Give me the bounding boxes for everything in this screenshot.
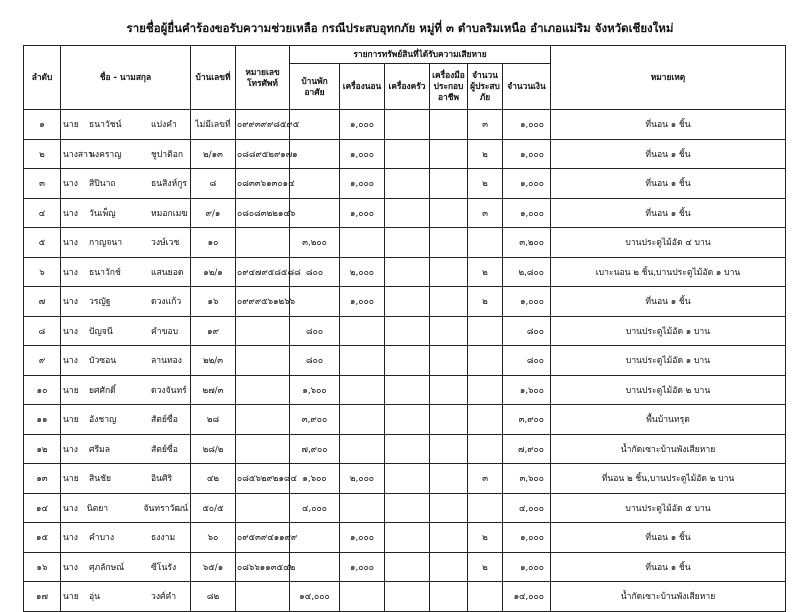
house-number: ไม่มีเลขที่ xyxy=(191,110,236,140)
header-amount: จำนวนเงิน xyxy=(503,64,551,110)
tools-damage xyxy=(430,257,468,287)
kitchen-damage xyxy=(385,228,430,258)
first-name: สิปินาถ xyxy=(89,179,116,190)
first-name: ปัญจนี xyxy=(89,326,113,337)
remark: ที่นอน ๒ ชิ้น,บานประตูไม้อัด ๒ บาน xyxy=(551,464,786,494)
name-prefix: นาง xyxy=(63,208,78,219)
phone-number: ๐๙๙๓๙๙๘๕๙๕ xyxy=(236,110,290,140)
kitchen-damage xyxy=(385,287,430,317)
header-no: ลำดับ xyxy=(24,46,61,110)
first-name: อังชาญ xyxy=(89,415,117,426)
victim-count: ๒ xyxy=(468,257,503,287)
house-damage xyxy=(290,552,340,582)
kitchen-damage xyxy=(385,523,430,553)
first-name: ศรีมล xyxy=(89,444,111,455)
table-row xyxy=(24,493,786,523)
remark: น้ำกัดเซาะบ้านพังเสียหาย xyxy=(551,582,786,612)
amount: ๗,๙๐๐ xyxy=(503,434,551,464)
name-prefix: นาง xyxy=(63,326,78,337)
amount: ๑,๖๐๐ xyxy=(503,375,551,405)
victim-count: ๒ xyxy=(468,139,503,169)
row-number: ๓ xyxy=(24,169,61,199)
amount: ๑,๐๐๐ xyxy=(503,523,551,553)
house-damage: ๓,๒๐๐ xyxy=(290,228,340,258)
applicant-name xyxy=(61,346,191,376)
row-number: ๖ xyxy=(24,257,61,287)
table-row xyxy=(24,287,786,317)
header-tools: เครื่องมือประกอบอาชีพ xyxy=(430,64,468,110)
table-row xyxy=(24,552,786,582)
last-name: แสนยอด xyxy=(151,267,184,278)
row-number: ๑๒ xyxy=(24,434,61,464)
remark: ที่นอน ๑ ชิ้น xyxy=(551,110,786,140)
remark: พื้นบ้านทรุด xyxy=(551,405,786,435)
kitchen-damage xyxy=(385,198,430,228)
house-number: ๑๖ xyxy=(191,287,236,317)
house-number: ๒๗/๓ xyxy=(191,375,236,405)
tools-damage xyxy=(430,110,468,140)
remark: ที่นอน ๑ ชิ้น xyxy=(551,287,786,317)
kitchen-damage xyxy=(385,405,430,435)
first-name: นิตยา xyxy=(86,503,109,514)
victim-count xyxy=(468,316,503,346)
first-name: กาญจนา xyxy=(89,238,123,249)
bedding-damage: ๒,๐๐๐ xyxy=(340,464,385,494)
tools-damage xyxy=(430,228,468,258)
bedding-damage: ๑,๐๐๐ xyxy=(340,110,385,140)
bedding-damage xyxy=(340,228,385,258)
victim-count: ๓ xyxy=(468,198,503,228)
last-name: ชูปาติอก xyxy=(151,149,184,160)
kitchen-damage xyxy=(385,434,430,464)
kitchen-damage xyxy=(385,139,430,169)
tools-damage xyxy=(430,464,468,494)
bedding-damage xyxy=(340,434,385,464)
table-row xyxy=(24,316,786,346)
name-prefix: นาย xyxy=(63,120,79,131)
row-number: ๑๓ xyxy=(24,464,61,494)
house-number: ๒/๑๓ xyxy=(191,139,236,169)
remark: บานประตูไม้อัด ๔ บาน xyxy=(551,228,786,258)
row-number: ๒ xyxy=(24,139,61,169)
kitchen-damage xyxy=(385,552,430,582)
house-number: ๔๒ xyxy=(191,464,236,494)
phone-number: ๐๙๙๙๕๖๑๒๖๖ xyxy=(236,287,290,317)
tools-damage xyxy=(430,139,468,169)
house-damage: ๓,๙๐๐ xyxy=(290,405,340,435)
header-victims: จำนวนผู้ประสบภัย xyxy=(468,64,503,110)
house-number: ๖๕/๑ xyxy=(191,552,236,582)
kitchen-damage xyxy=(385,169,430,199)
name-prefix: นาง xyxy=(63,562,78,573)
bedding-damage xyxy=(340,493,385,523)
phone-number xyxy=(236,434,290,464)
applicant-name xyxy=(61,228,191,258)
kitchen-damage xyxy=(385,346,430,376)
name-prefix: นาง xyxy=(63,503,78,514)
row-number: ๕ xyxy=(24,228,61,258)
kitchen-damage xyxy=(385,257,430,287)
house-number: ๘๒ xyxy=(191,582,236,612)
tools-damage xyxy=(430,523,468,553)
row-number: ๙ xyxy=(24,346,61,376)
name-prefix: นาง xyxy=(63,533,78,544)
name-prefix: นาง xyxy=(63,444,78,455)
table-row xyxy=(24,110,786,140)
row-number: ๑๐ xyxy=(24,375,61,405)
name-prefix: นาง xyxy=(63,297,78,308)
last-name: ดวงแก้ว xyxy=(151,297,182,308)
name-prefix: นาง xyxy=(63,356,78,367)
applicant-name xyxy=(61,582,191,612)
tools-damage xyxy=(430,582,468,612)
last-name: จันทราวัฒน์ xyxy=(143,503,188,514)
house-number: ๒๘/๒ xyxy=(191,434,236,464)
applicant-name xyxy=(61,434,191,464)
victim-count: ๒ xyxy=(468,169,503,199)
house-damage: ๑๔,๐๐๐ xyxy=(290,582,340,612)
last-name: คำขอบ xyxy=(151,326,179,337)
remark: บานประตูไม้อัด ๕ บาน xyxy=(551,493,786,523)
victim-count xyxy=(468,582,503,612)
table-row xyxy=(24,198,786,228)
amount: ๓,๙๐๐ xyxy=(503,405,551,435)
amount: ๑,๐๐๐ xyxy=(503,139,551,169)
house-damage: ๘๐๐ xyxy=(290,316,340,346)
table-row xyxy=(24,228,786,258)
remark: น้ำกัดเซาะบ้านพังเสียหาย xyxy=(551,434,786,464)
victim-count xyxy=(468,434,503,464)
applicant-name xyxy=(61,139,191,169)
bedding-damage xyxy=(340,582,385,612)
remark: บานประตูไม้อัด ๑ บาน xyxy=(551,346,786,376)
row-number: ๑๑ xyxy=(24,405,61,435)
house-number: ๕๐/๕ xyxy=(191,493,236,523)
house-damage: ๔,๐๐๐ xyxy=(290,493,340,523)
tools-damage xyxy=(430,493,468,523)
tools-damage xyxy=(430,405,468,435)
amount: ๑,๐๐๐ xyxy=(503,198,551,228)
tools-damage xyxy=(430,287,468,317)
name-prefix: นาง xyxy=(63,238,78,249)
header-remark: หมายเหตุ xyxy=(551,46,786,110)
phone-number: ๐๙๕๓๙๔๑๑๙๙ xyxy=(236,523,290,553)
kitchen-damage xyxy=(385,316,430,346)
applicant-name xyxy=(61,523,191,553)
bedding-damage xyxy=(340,316,385,346)
row-number: ๘ xyxy=(24,316,61,346)
bedding-damage: ๑,๐๐๐ xyxy=(340,523,385,553)
phone-number xyxy=(236,346,290,376)
last-name: ลานทอง xyxy=(151,356,182,367)
house-damage: ๑,๖๐๐ xyxy=(290,375,340,405)
first-name: ธนาวักช์ xyxy=(89,267,121,278)
table-row xyxy=(24,375,786,405)
house-number: ๒๒/๓ xyxy=(191,346,236,376)
amount: ๑,๐๐๐ xyxy=(503,552,551,582)
phone-number xyxy=(236,316,290,346)
first-name: สินชัย xyxy=(89,474,111,485)
remark: ที่นอน ๑ ชิ้น xyxy=(551,523,786,553)
victim-count xyxy=(468,228,503,258)
victim-count xyxy=(468,346,503,376)
document-title: รายชื่อผู้ยื่นคำร้องขอรับความช่วยเหลือ กรณีประสบอุทกภัย หมู่ที่ ๓ ตำบลริมเหนือ อำเภอแม่ริม จังหวัดเชียงใหม่ xyxy=(126,21,674,35)
amount: ๘๐๐ xyxy=(503,346,551,376)
first-name: วรญัฐ xyxy=(89,297,111,308)
first-name: อุ่น xyxy=(89,592,101,603)
remark: ที่นอน ๑ ชิ้น xyxy=(551,139,786,169)
applicant-name xyxy=(61,110,191,140)
tools-damage xyxy=(430,169,468,199)
amount: ๑๔,๐๐๐ xyxy=(503,582,551,612)
table-row xyxy=(24,169,786,199)
kitchen-damage xyxy=(385,375,430,405)
amount: ๒,๘๐๐ xyxy=(503,257,551,287)
name-prefix: นาย xyxy=(63,592,79,603)
amount: ๑,๐๐๐ xyxy=(503,287,551,317)
phone-number: ๐๘๓๓๖๑๓๐๑๔ xyxy=(236,169,290,199)
applicant-name xyxy=(61,198,191,228)
first-name: ยศศักดิ์ xyxy=(89,385,116,396)
amount: ๓,๖๐๐ xyxy=(503,464,551,494)
first-name: คำบาง xyxy=(89,533,115,544)
remark: เบาะนอน ๒ ชิ้น,บานประตูไม้อัด ๑ บาน xyxy=(551,257,786,287)
phone-number xyxy=(236,493,290,523)
phone-number xyxy=(236,375,290,405)
name-prefix: นาย xyxy=(63,415,79,426)
applicant-name xyxy=(61,552,191,582)
table-row xyxy=(24,346,786,376)
victim-count xyxy=(468,405,503,435)
house-number: ๑๒/๑ xyxy=(191,257,236,287)
remark: บานประตูไม้อัด ๒ บาน xyxy=(551,375,786,405)
header-kitchen: เครื่องครัว xyxy=(385,64,430,110)
name-prefix: นาง xyxy=(63,267,78,278)
name-prefix: นาย xyxy=(63,385,79,396)
applicant-name xyxy=(61,316,191,346)
house-number: ๒๘ xyxy=(191,405,236,435)
bedding-damage: ๑,๐๐๐ xyxy=(340,139,385,169)
header-damage-group: รายการทรัพย์สินที่ได้รับความเสียหาย xyxy=(290,46,551,64)
applicant-name xyxy=(61,464,191,494)
bedding-damage: ๑,๐๐๐ xyxy=(340,552,385,582)
name-prefix: นาย xyxy=(63,474,79,485)
phone-number: ๐๘๐๘๓๒๒๑๔๖ xyxy=(236,198,290,228)
house-number: ๑๙ xyxy=(191,316,236,346)
applicant-name xyxy=(61,257,191,287)
house-damage: ๗,๙๐๐ xyxy=(290,434,340,464)
house-damage xyxy=(290,169,340,199)
last-name: ดวงจันทร์ xyxy=(151,385,187,396)
amount: ๘๐๐ xyxy=(503,316,551,346)
header-bedding: เครื่องนอน xyxy=(340,64,385,110)
remark: ที่นอน ๑ ชิ้น xyxy=(551,552,786,582)
first-name: วันเพ็ญ xyxy=(89,208,116,219)
remark: ที่นอน ๑ ชิ้น xyxy=(551,198,786,228)
name-prefix: นาง xyxy=(63,179,78,190)
header-phone: หมายเลขโทรศัพท์ xyxy=(236,46,290,110)
last-name: ธงงาม xyxy=(151,533,176,544)
table-row xyxy=(24,523,786,553)
applicant-name xyxy=(61,493,191,523)
remark: บานประตูไม้อัด ๑ บาน xyxy=(551,316,786,346)
phone-number: ๐๘๕๖๒๙๒๑๘๔ xyxy=(236,464,290,494)
kitchen-damage xyxy=(385,493,430,523)
bedding-damage xyxy=(340,375,385,405)
amount: ๑,๐๐๐ xyxy=(503,110,551,140)
victim-count: ๒ xyxy=(468,523,503,553)
house-damage: ๘๐๐ xyxy=(290,257,340,287)
bedding-damage xyxy=(340,346,385,376)
last-name: ซีโนรัง xyxy=(151,562,177,573)
amount: ๑,๐๐๐ xyxy=(503,169,551,199)
phone-number xyxy=(236,582,290,612)
last-name: แปงคำ xyxy=(151,120,177,131)
header-name: ชื่อ - นามสกุล xyxy=(61,46,191,110)
tools-damage xyxy=(430,198,468,228)
bedding-damage: ๑,๐๐๐ xyxy=(340,169,385,199)
first-name: บัวซอน xyxy=(89,356,117,367)
phone-number: ๐๘๘๙๕๒๙๑๗๑ xyxy=(236,139,290,169)
house-number: ๑๐ xyxy=(191,228,236,258)
bedding-damage: ๑,๐๐๐ xyxy=(340,198,385,228)
tools-damage xyxy=(430,552,468,582)
last-name: ธนสิงห์กูร xyxy=(151,179,188,190)
tools-damage xyxy=(430,346,468,376)
table-row xyxy=(24,464,786,494)
applicant-table xyxy=(23,45,786,612)
first-name: ศุภลักษณ์ xyxy=(89,562,125,573)
phone-number: ๐๘๖๖๑๑๓๕๔๒ xyxy=(236,552,290,582)
house-damage xyxy=(290,523,340,553)
tools-damage xyxy=(430,434,468,464)
victim-count: ๒ xyxy=(468,552,503,582)
tools-damage xyxy=(430,316,468,346)
last-name: สัตย์ซื่อ xyxy=(151,415,178,426)
phone-number xyxy=(236,405,290,435)
applicant-name xyxy=(61,405,191,435)
applicant-name xyxy=(61,287,191,317)
header-house: บ้านพักอาศัย xyxy=(290,64,340,110)
house-number: ๖๐ xyxy=(191,523,236,553)
victim-count: ๓ xyxy=(468,464,503,494)
amount: ๓,๒๐๐ xyxy=(503,228,551,258)
bedding-damage: ๒,๐๐๐ xyxy=(340,257,385,287)
bedding-damage xyxy=(340,405,385,435)
last-name: สัตย์ซื่อ xyxy=(151,444,178,455)
table-body xyxy=(24,110,786,612)
victim-count: ๒ xyxy=(468,287,503,317)
row-number: ๔ xyxy=(24,198,61,228)
kitchen-damage xyxy=(385,110,430,140)
header-house-no: บ้านเลขที่ xyxy=(191,46,236,110)
house-damage: ๑,๖๐๐ xyxy=(290,464,340,494)
row-number: ๑ xyxy=(24,110,61,140)
table-row xyxy=(24,405,786,435)
house-damage xyxy=(290,287,340,317)
first-name: ธนาวัชน์ xyxy=(89,120,122,131)
table-row xyxy=(24,257,786,287)
house-number: ๘ xyxy=(191,169,236,199)
row-number: ๑๖ xyxy=(24,552,61,582)
phone-number: ๐๙๔๗๙๕๘๕๘๘ xyxy=(236,257,290,287)
victim-count: ๓ xyxy=(468,110,503,140)
last-name: อินศิริ xyxy=(151,474,173,485)
applicant-name xyxy=(61,375,191,405)
house-number: ๙/๑ xyxy=(191,198,236,228)
amount: ๔,๐๐๐ xyxy=(503,493,551,523)
last-name: วงศ์คำ xyxy=(151,592,177,603)
row-number: ๗ xyxy=(24,287,61,317)
kitchen-damage xyxy=(385,464,430,494)
row-number: ๑๗ xyxy=(24,582,61,612)
last-name: วงษ์เวช xyxy=(151,238,180,249)
tools-damage xyxy=(430,375,468,405)
house-damage: ๘๐๐ xyxy=(290,346,340,376)
phone-number xyxy=(236,228,290,258)
table-row xyxy=(24,139,786,169)
bedding-damage: ๑,๐๐๐ xyxy=(340,287,385,317)
first-name: นงคราญ xyxy=(89,149,122,160)
row-number: ๑๔ xyxy=(24,493,61,523)
name-prefix: นางสาว xyxy=(63,149,93,160)
table-row xyxy=(24,434,786,464)
table-row xyxy=(24,582,786,612)
house-damage xyxy=(290,198,340,228)
victim-count xyxy=(468,375,503,405)
last-name: หมอกเมฆ xyxy=(151,208,188,219)
row-number: ๑๕ xyxy=(24,523,61,553)
applicant-name xyxy=(61,169,191,199)
remark: ที่นอน ๑ ชิ้น xyxy=(551,169,786,199)
kitchen-damage xyxy=(385,582,430,612)
victim-count xyxy=(468,493,503,523)
